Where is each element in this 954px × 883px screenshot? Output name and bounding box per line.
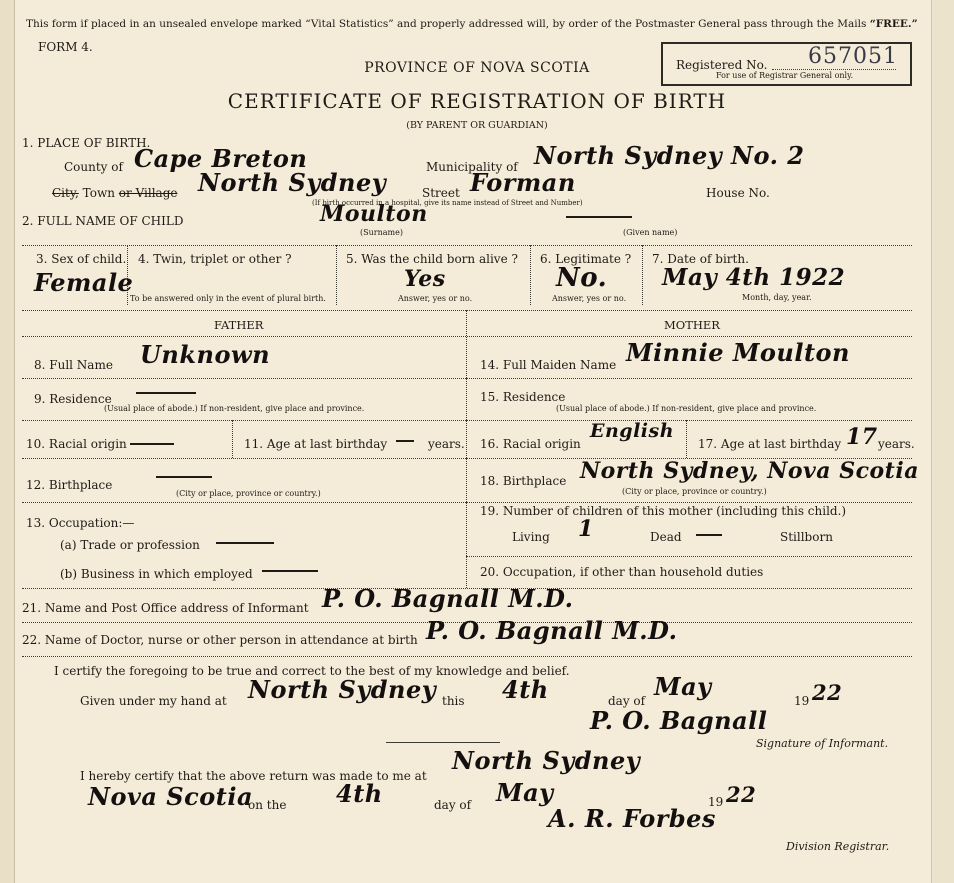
page-subtitle: (BY PARENT OR GUARDIAN) <box>406 120 548 131</box>
mother-birthplace-label: 18. Birthplace <box>480 474 567 488</box>
parents-divider <box>466 310 467 588</box>
registrar-month-value: May <box>496 778 554 807</box>
father-residence-line <box>22 420 466 421</box>
mother-residence-note-a: (Usual place of abode.) <box>556 404 650 413</box>
informant-signature-label: Signature of Informant. <box>756 737 889 750</box>
twin-label: 4. Twin, triplet or other ? <box>138 252 292 266</box>
given-name-caption: (Given name) <box>623 228 678 237</box>
mail-notice-free: “FREE.” <box>869 18 918 30</box>
father-name-value: Unknown <box>140 340 271 369</box>
registered-note: For use of Registrar General only. <box>716 71 854 80</box>
given-name-dash <box>566 216 632 218</box>
street-value: Forman <box>470 168 576 197</box>
father-racial-line <box>22 458 466 459</box>
given-year-prefix: 19 <box>794 694 810 708</box>
box-divider-3 <box>530 245 531 305</box>
mail-notice <box>26 17 918 31</box>
row-boxes-top-line <box>22 245 912 246</box>
father-age-label: 11. Age at last birthday <box>244 437 388 451</box>
left-page-edge <box>0 0 15 883</box>
mother-birthplace-line <box>466 502 912 503</box>
mother-children-line <box>466 556 912 557</box>
province-heading: PROVINCE OF NOVA SCOTIA <box>364 60 590 76</box>
county-value: Cape Breton <box>134 144 308 173</box>
registrar-signature: A. R. Forbes <box>548 804 716 833</box>
father-racial-label: 10. Racial origin <box>26 437 127 451</box>
mother-name-value: Minnie Moulton <box>626 338 851 367</box>
father-residence-note-b: If non-resident, give place and province. <box>200 404 365 413</box>
municipality-value: North Sydney No. 2 <box>534 141 805 170</box>
date-of-birth-label: 7. Date of birth. <box>652 252 749 266</box>
right-page-edge <box>931 0 954 883</box>
mother-residence-line <box>466 420 912 421</box>
registrar-day-of-label: day of <box>434 798 472 812</box>
father-business-label: (b) Business in which employed <box>60 567 253 581</box>
father-birthplace-label: 12. Birthplace <box>26 478 113 492</box>
hospital-note: (If birth occurred in a hospital, give its name instead of Street and Number) <box>312 199 583 207</box>
informant-signature-line-left <box>386 742 500 743</box>
father-residence-label: 9. Residence <box>34 392 112 406</box>
legitimate-label: 6. Legitimate ? <box>540 252 632 266</box>
mother-age-divider <box>686 420 687 458</box>
born-alive-label: 5. Was the child born alive ? <box>346 252 518 266</box>
father-birthplace-note: (City or place, province or country.) <box>176 489 321 498</box>
date-of-birth-note: Month, day, year. <box>742 293 812 302</box>
parents-heading-line <box>22 336 912 337</box>
legitimate-value: No. <box>556 263 608 293</box>
born-alive-value: Yes <box>404 266 446 292</box>
doctor-value: P. O. Bagnall M.D. <box>426 616 678 645</box>
registered-number-line <box>772 69 896 70</box>
twin-note: To be answered only in the event of plural birth. <box>130 294 326 303</box>
village-label: or Village <box>118 186 178 200</box>
mother-dead-dash <box>696 534 722 536</box>
registrar-place-value: North Sydney <box>452 746 641 775</box>
place-of-birth-heading: 1. PLACE OF BIRTH. <box>22 136 151 150</box>
legitimate-note: Answer, yes or no. <box>552 294 627 303</box>
town-label-group <box>52 186 177 200</box>
informant-label: 21. Name and Post Office address of Informant <box>22 601 309 615</box>
mother-children-label: 19. Number of children of this mother (including this child.) <box>480 504 847 518</box>
street-label: Street <box>422 186 460 200</box>
mother-age-value: 17 <box>846 424 878 450</box>
registered-label: Registered No. <box>676 58 768 72</box>
registered-number: 657051 <box>808 44 898 69</box>
mother-years-label: years. <box>878 437 915 451</box>
mother-name-line <box>466 378 912 379</box>
page-title: CERTIFICATE OF REGISTRATION OF BIRTH <box>227 89 727 113</box>
given-under-label: Given under my hand at <box>80 694 227 708</box>
father-racial-dash <box>130 443 174 445</box>
registrar-on-the-label: on the <box>248 798 287 812</box>
certify-text: I certify the foregoing to be true and correct to the best of my knowledge and belief. <box>54 664 570 678</box>
county-label: County of <box>64 160 123 174</box>
mother-residence-note <box>556 404 816 413</box>
mother-racial-label: 16. Racial origin <box>480 437 581 451</box>
mother-dead-label: Dead <box>650 530 682 544</box>
mother-residence-note-b: If non-resident, give place and province. <box>652 404 817 413</box>
informant-value: P. O. Bagnall M.D. <box>322 584 574 613</box>
mother-birthplace-note: (City or place, province or country.) <box>622 487 767 496</box>
father-business-dash <box>262 570 318 572</box>
father-birthplace-line <box>22 502 466 503</box>
box-divider-4 <box>642 245 643 305</box>
given-year-value: 22 <box>812 680 843 705</box>
city-label: City, <box>52 186 79 200</box>
child-name-label: 2. FULL NAME OF CHILD <box>22 214 184 228</box>
this-label: this <box>442 694 465 708</box>
given-day-of-label: day of <box>608 694 646 708</box>
form-number: FORM 4. <box>38 40 93 54</box>
surname-caption: (Surname) <box>360 228 403 237</box>
registrar-day-value: 4th <box>336 779 383 808</box>
registrar-label: Division Registrar. <box>786 840 890 853</box>
registrar-certify-text: I hereby certify that the above return was made to me at <box>80 769 427 783</box>
father-age-divider <box>232 420 233 458</box>
father-residence-note <box>104 404 364 413</box>
informant-signature: P. O. Bagnall <box>590 706 768 735</box>
doctor-bottom-line <box>22 656 912 657</box>
house-number-label: House No. <box>706 186 770 200</box>
registrar-province-value: Nova Scotia <box>88 782 254 811</box>
mother-residence-label: 15. Residence <box>480 390 566 404</box>
father-name-label: 8. Full Name <box>34 358 113 372</box>
town-label: Town <box>82 186 115 200</box>
sex-label: 3. Sex of child. <box>36 252 127 266</box>
registrar-year-value: 22 <box>726 782 757 807</box>
father-residence-note-a: (Usual place of abode.) <box>104 404 198 413</box>
mother-name-label: 14. Full Maiden Name <box>480 358 617 372</box>
given-month-value: May <box>654 672 712 701</box>
town-value: North Sydney <box>198 168 387 197</box>
mother-age-label: 17. Age at last birthday <box>698 437 842 451</box>
father-age-dash <box>396 440 414 442</box>
mother-heading: MOTHER <box>664 318 720 332</box>
child-surname-value: Moulton <box>320 201 428 227</box>
father-birthplace-dash <box>156 476 212 478</box>
mother-occupation-label: 20. Occupation, if other than household duties <box>480 565 764 579</box>
mother-birthplace-value: North Sydney, Nova Scotia <box>580 458 919 484</box>
sex-value: Female <box>34 268 134 297</box>
date-of-birth-value: May 4th 1922 <box>662 264 846 291</box>
father-occupation-label: 13. Occupation:— <box>26 516 135 530</box>
mother-racial-value: English <box>590 420 675 442</box>
mother-stillborn-label: Stillborn <box>780 530 833 544</box>
given-place-value: North Sydney <box>248 675 437 704</box>
mother-living-label: Living <box>512 530 550 544</box>
registrar-year-prefix: 19 <box>708 795 724 809</box>
father-name-line <box>22 378 466 379</box>
box-divider-2 <box>336 245 337 305</box>
father-residence-dash <box>136 392 196 394</box>
municipality-label: Municipality of <box>426 160 518 174</box>
parents-table-top-line <box>22 310 912 311</box>
mail-notice-text: This form if placed in an unsealed envelope marked “Vital Statistics” and properly addressed will, by order of the Postmaster General pass through the Mails <box>26 18 867 30</box>
mother-living-value: 1 <box>578 516 594 542</box>
father-heading: FATHER <box>214 318 264 332</box>
father-years-label: years. <box>428 437 465 451</box>
father-trade-label: (a) Trade or profession <box>60 538 200 552</box>
doctor-label: 22. Name of Doctor, nurse or other person in attendance at birth <box>22 633 418 647</box>
father-trade-dash <box>216 542 274 544</box>
born-alive-note: Answer, yes or no. <box>398 294 473 303</box>
given-day-value: 4th <box>502 675 549 704</box>
